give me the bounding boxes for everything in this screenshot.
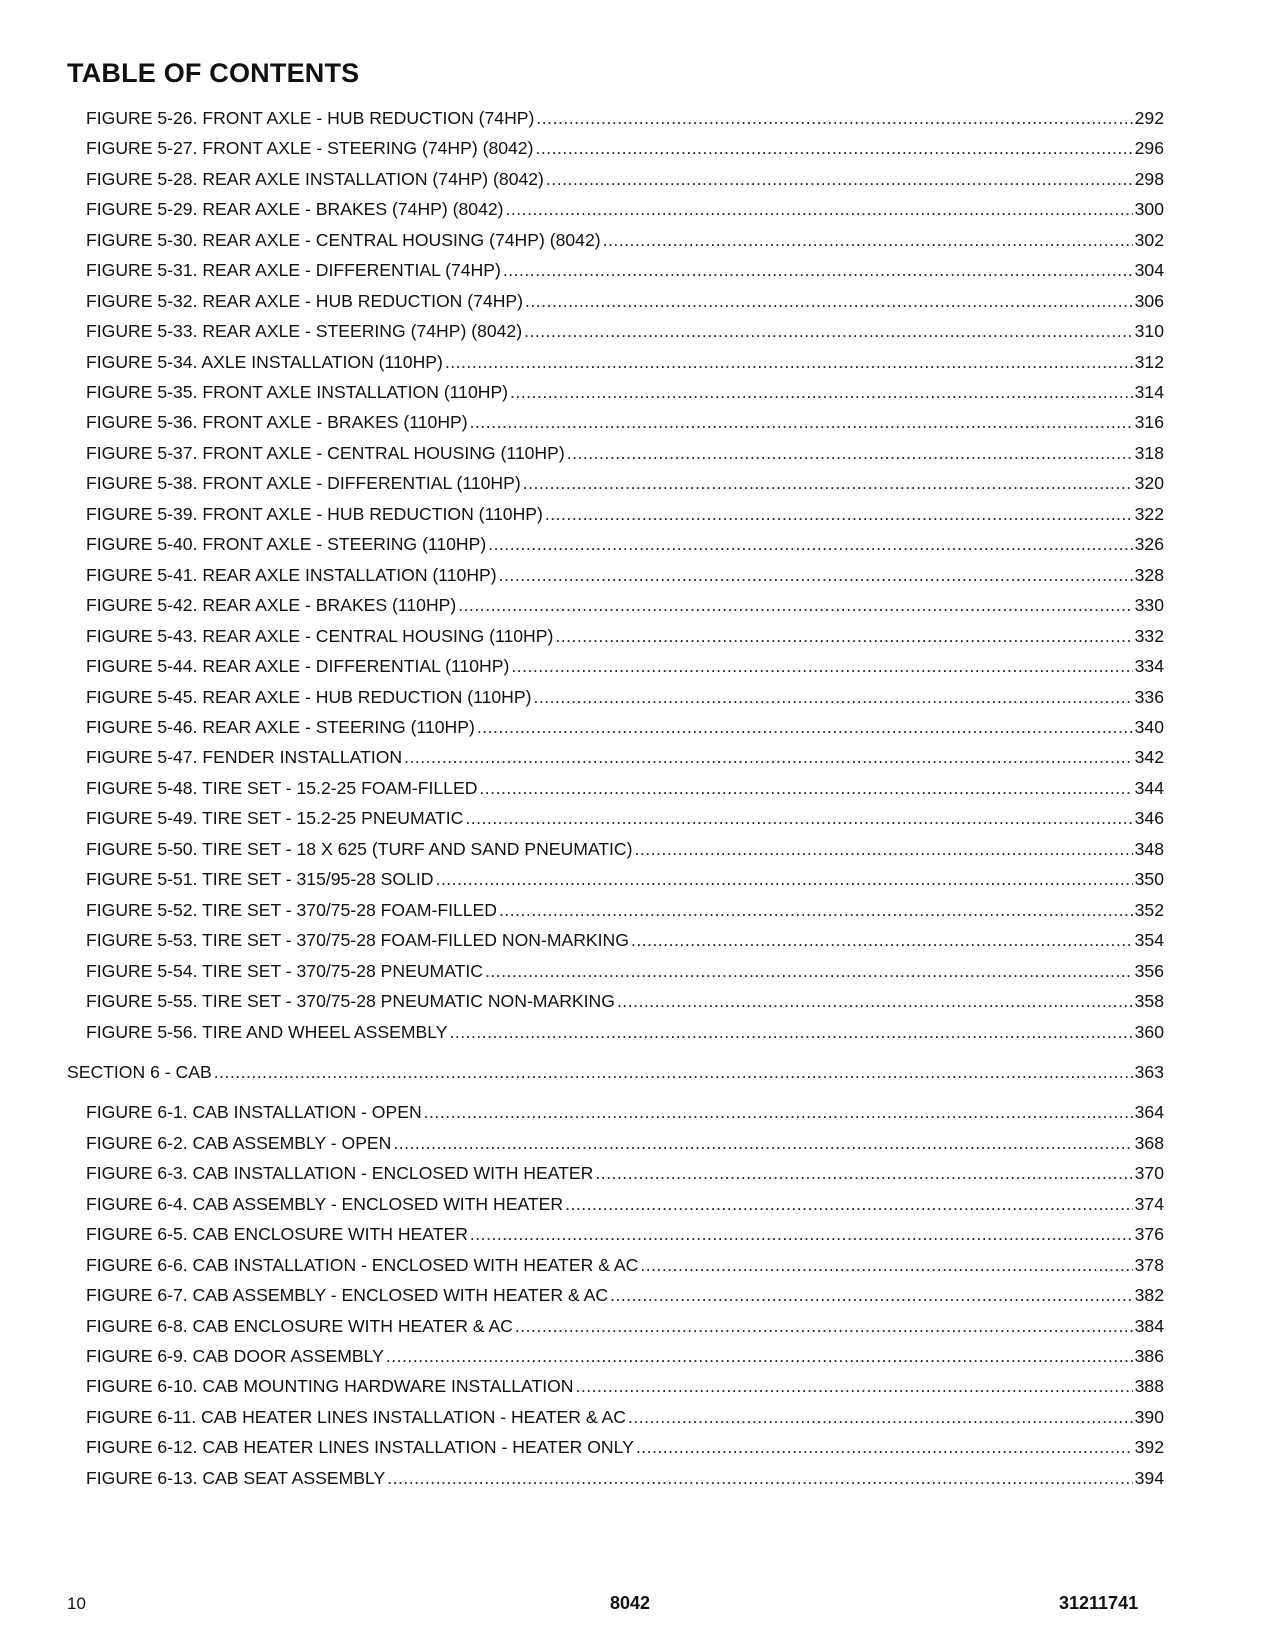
toc-entry-label: FIGURE 5-50. TIRE SET - 18 X 625 (TURF AND SAND PNEUMATIC) bbox=[86, 839, 633, 859]
dot-leader bbox=[610, 1284, 1133, 1306]
toc-entry-label: FIGURE 6-4. CAB ASSEMBLY - ENCLOSED WITH HEATER bbox=[86, 1194, 564, 1214]
dot-leader bbox=[510, 381, 1133, 403]
toc-figure-entry[interactable] bbox=[86, 686, 1164, 708]
toc-entry-label: FIGURE 6-13. CAB SEAT ASSEMBLY bbox=[86, 1468, 386, 1488]
dot-leader bbox=[546, 168, 1133, 190]
toc-entry-page: 306 bbox=[1134, 291, 1164, 311]
toc-entry-page: 300 bbox=[1134, 199, 1164, 219]
toc-entry-label: FIGURE 6-10. CAB MOUNTING HARDWARE INSTALLATION bbox=[86, 1376, 574, 1396]
toc-figure-entry[interactable] bbox=[86, 168, 1164, 190]
toc-entry-page: 296 bbox=[1134, 138, 1164, 158]
toc-entry-page: 314 bbox=[1134, 382, 1164, 402]
toc-entry-page: 346 bbox=[1134, 808, 1164, 828]
toc-entry-page: 390 bbox=[1134, 1407, 1164, 1427]
toc-entry-label: FIGURE 5-44. REAR AXLE - DIFFERENTIAL (110HP) bbox=[86, 656, 510, 676]
toc-entry-label: FIGURE 6-1. CAB INSTALLATION - OPEN bbox=[86, 1102, 422, 1122]
toc-figure-entry[interactable] bbox=[86, 1467, 1164, 1489]
toc-entry-page: 378 bbox=[1134, 1255, 1164, 1275]
toc-figure-entry[interactable] bbox=[86, 655, 1164, 677]
dot-leader bbox=[393, 1132, 1132, 1154]
toc-figure-entry[interactable] bbox=[86, 746, 1164, 768]
dot-leader bbox=[499, 899, 1133, 921]
toc-entry-page: 344 bbox=[1134, 778, 1164, 798]
toc-entry-label: FIGURE 5-33. REAR AXLE - STEERING (74HP) (8042) bbox=[86, 321, 523, 341]
toc-figure-entry[interactable] bbox=[86, 1345, 1164, 1367]
dot-leader bbox=[499, 564, 1133, 586]
toc-entry-page: 374 bbox=[1134, 1194, 1164, 1214]
toc-figure-entry[interactable] bbox=[86, 1162, 1164, 1184]
toc-entry-page: 342 bbox=[1134, 747, 1164, 767]
toc-figure-entry[interactable] bbox=[86, 1132, 1164, 1154]
toc-figure-entry[interactable] bbox=[86, 1254, 1164, 1276]
toc-entry-page: 316 bbox=[1134, 412, 1164, 432]
toc-figure-entry[interactable] bbox=[86, 107, 1164, 129]
toc-entry-label: FIGURE 6-2. CAB ASSEMBLY - OPEN bbox=[86, 1133, 392, 1153]
toc-entry-label: FIGURE 5-48. TIRE SET - 15.2-25 FOAM-FILLED bbox=[86, 778, 478, 798]
dot-leader bbox=[565, 1193, 1133, 1215]
toc-entry-page: 334 bbox=[1134, 656, 1164, 676]
toc-entry-page: 364 bbox=[1134, 1102, 1164, 1122]
toc-entry-label: FIGURE 5-51. TIRE SET - 315/95-28 SOLID bbox=[86, 869, 434, 889]
dot-leader bbox=[628, 1406, 1133, 1428]
toc-entry-label: FIGURE 5-30. REAR AXLE - CENTRAL HOUSING (74HP) (8042) bbox=[86, 230, 601, 250]
toc-figure-entry[interactable] bbox=[86, 838, 1164, 860]
dot-leader bbox=[449, 1021, 1132, 1043]
dot-leader bbox=[387, 1467, 1132, 1489]
dot-leader bbox=[458, 594, 1132, 616]
toc-entry-page: 356 bbox=[1134, 961, 1164, 981]
toc-entry-page: 336 bbox=[1134, 687, 1164, 707]
dot-leader bbox=[523, 472, 1133, 494]
toc-figure-entry[interactable] bbox=[86, 472, 1164, 494]
toc-figure-entry[interactable] bbox=[86, 777, 1164, 799]
toc-entry-page: 382 bbox=[1134, 1285, 1164, 1305]
dot-leader bbox=[603, 229, 1133, 251]
dot-leader bbox=[525, 290, 1133, 312]
dot-leader bbox=[535, 137, 1132, 159]
toc-figure-entry[interactable] bbox=[86, 1406, 1164, 1428]
dot-leader bbox=[445, 351, 1133, 373]
toc-entry-label: FIGURE 5-53. TIRE SET - 370/75-28 FOAM-FILLED NON-MARKING bbox=[86, 930, 629, 950]
toc-entry-label: FIGURE 5-52. TIRE SET - 370/75-28 FOAM-FILLED bbox=[86, 900, 497, 920]
toc-entry-page: 392 bbox=[1134, 1437, 1164, 1457]
page-title: TABLE OF CONTENTS bbox=[67, 58, 360, 88]
dot-leader bbox=[533, 686, 1132, 708]
toc-figure-entry[interactable] bbox=[86, 198, 1164, 220]
toc-entry-label: FIGURE 6-9. CAB DOOR ASSEMBLY bbox=[86, 1346, 384, 1366]
toc-entry-label: FIGURE 6-8. CAB ENCLOSURE WITH HEATER & AC bbox=[86, 1316, 513, 1336]
dot-leader bbox=[536, 107, 1132, 129]
toc-entry-label: FIGURE 5-35. FRONT AXLE INSTALLATION (110HP) bbox=[86, 382, 509, 402]
toc-entry-label: FIGURE 5-37. FRONT AXLE - CENTRAL HOUSING (110HP) bbox=[86, 443, 565, 463]
dot-leader bbox=[488, 533, 1132, 555]
dot-leader bbox=[435, 868, 1132, 890]
toc-figure-entry[interactable] bbox=[86, 960, 1164, 982]
toc-entry-label: FIGURE 5-34. AXLE INSTALLATION (110HP) bbox=[86, 352, 443, 372]
toc-figure-entry[interactable] bbox=[86, 990, 1164, 1012]
toc-entry-page: 348 bbox=[1134, 839, 1164, 859]
toc-entry-label: FIGURE 5-43. REAR AXLE - CENTRAL HOUSING (110HP) bbox=[86, 626, 554, 646]
toc-entry-label: FIGURE 5-49. TIRE SET - 15.2-25 PNEUMATIC bbox=[86, 808, 464, 828]
dot-leader bbox=[555, 625, 1132, 647]
dot-leader bbox=[595, 1162, 1132, 1184]
dot-leader bbox=[506, 198, 1133, 220]
toc-entry-page: 350 bbox=[1134, 869, 1164, 889]
toc-figure-entry[interactable] bbox=[86, 868, 1164, 890]
toc-figure-entry[interactable] bbox=[86, 716, 1164, 738]
toc-entry-label: FIGURE 5-47. FENDER INSTALLATION bbox=[86, 747, 403, 767]
toc-entry-page: 320 bbox=[1134, 473, 1164, 493]
toc-entry-page: 318 bbox=[1134, 443, 1164, 463]
footer-model: 8042 bbox=[610, 1593, 651, 1613]
toc-figure-entry[interactable] bbox=[86, 229, 1164, 251]
toc-entry-page: 388 bbox=[1134, 1376, 1164, 1396]
toc-entry-page: 358 bbox=[1134, 991, 1164, 1011]
toc-entry-page: 326 bbox=[1134, 534, 1164, 554]
dot-leader bbox=[635, 838, 1133, 860]
toc-entry-label: FIGURE 5-56. TIRE AND WHEEL ASSEMBLY bbox=[86, 1022, 448, 1042]
toc-entry-page: 340 bbox=[1134, 717, 1164, 737]
toc-figure-entry[interactable] bbox=[86, 503, 1164, 525]
dot-leader bbox=[479, 777, 1132, 799]
dot-leader bbox=[424, 1101, 1133, 1123]
toc-entry-page: 322 bbox=[1134, 504, 1164, 524]
toc-figure-entry[interactable] bbox=[86, 442, 1164, 464]
toc-figure-entry[interactable] bbox=[86, 381, 1164, 403]
dot-leader bbox=[485, 960, 1133, 982]
toc-entry-label: FIGURE 6-11. CAB HEATER LINES INSTALLATION - HEATER & AC bbox=[86, 1407, 626, 1427]
dot-leader bbox=[404, 746, 1133, 768]
toc-entry-page: 354 bbox=[1134, 930, 1164, 950]
toc-entry-label: FIGURE 5-31. REAR AXLE - DIFFERENTIAL (74HP) bbox=[86, 260, 501, 280]
dot-leader bbox=[465, 807, 1132, 829]
dot-leader bbox=[575, 1375, 1132, 1397]
toc-entry-label: FIGURE 6-12. CAB HEATER LINES INSTALLATION - HEATER ONLY bbox=[86, 1437, 634, 1457]
dot-leader bbox=[214, 1061, 1133, 1083]
toc-entry-label: FIGURE 5-40. FRONT AXLE - STEERING (110HP) bbox=[86, 534, 487, 554]
toc-figure-entry[interactable] bbox=[86, 259, 1164, 281]
toc-figure-entry[interactable] bbox=[86, 533, 1164, 555]
toc-figure-entry[interactable] bbox=[86, 899, 1164, 921]
toc-entry-label: FIGURE 5-38. FRONT AXLE - DIFFERENTIAL (110HP) bbox=[86, 473, 521, 493]
toc-entry-label: FIGURE 5-28. REAR AXLE INSTALLATION (74HP) (8042) bbox=[86, 169, 544, 189]
toc-entry-page: 352 bbox=[1134, 900, 1164, 920]
toc-figure-entry[interactable] bbox=[86, 1284, 1164, 1306]
toc-entry-page: 292 bbox=[1134, 108, 1164, 128]
dot-leader bbox=[470, 1223, 1133, 1245]
toc-figure-entry[interactable] bbox=[86, 320, 1164, 342]
toc-figure-entry[interactable] bbox=[86, 1223, 1164, 1245]
toc-entry-page: 332 bbox=[1134, 626, 1164, 646]
toc-section-entry[interactable] bbox=[67, 1061, 1164, 1083]
dot-leader bbox=[631, 929, 1133, 951]
toc-entry-label: FIGURE 5-26. FRONT AXLE - HUB REDUCTION (74HP) bbox=[86, 108, 535, 128]
toc-entry-label: FIGURE 6-5. CAB ENCLOSURE WITH HEATER bbox=[86, 1224, 468, 1244]
toc-figure-entry[interactable] bbox=[86, 351, 1164, 373]
toc-entry-label: FIGURE 5-41. REAR AXLE INSTALLATION (110HP) bbox=[86, 565, 497, 585]
dot-leader bbox=[503, 259, 1133, 281]
toc-entry-page: 302 bbox=[1134, 230, 1164, 250]
toc-figure-entry[interactable] bbox=[86, 137, 1164, 159]
dot-leader bbox=[636, 1436, 1133, 1458]
dot-leader bbox=[470, 411, 1133, 433]
toc-entry-label: FIGURE 5-27. FRONT AXLE - STEERING (74HP) (8042) bbox=[86, 138, 534, 158]
toc-figure-entry[interactable] bbox=[86, 1315, 1164, 1337]
toc-entry-label: FIGURE 5-39. FRONT AXLE - HUB REDUCTION (110HP) bbox=[86, 504, 543, 524]
toc-entry-label: FIGURE 5-29. REAR AXLE - BRAKES (74HP) (8042) bbox=[86, 199, 504, 219]
toc-figure-entry[interactable] bbox=[86, 290, 1164, 312]
toc-entry-label: FIGURE 5-55. TIRE SET - 370/75-28 PNEUMATIC NON-MARKING bbox=[86, 991, 615, 1011]
dot-leader bbox=[545, 503, 1133, 525]
toc-entry-page: 376 bbox=[1134, 1224, 1164, 1244]
footer-page-number: 10 bbox=[67, 1594, 86, 1613]
toc-entry-label: FIGURE 5-32. REAR AXLE - HUB REDUCTION (74HP) bbox=[86, 291, 523, 311]
toc-figure-entry[interactable] bbox=[86, 1021, 1164, 1043]
dot-leader bbox=[640, 1254, 1132, 1276]
toc-figure-entry[interactable] bbox=[86, 411, 1164, 433]
toc-entry-label: FIGURE 5-46. REAR AXLE - STEERING (110HP) bbox=[86, 717, 475, 737]
footer-doc-number: 31211741 bbox=[1059, 1593, 1139, 1613]
toc-figure-entry[interactable] bbox=[86, 625, 1164, 647]
dot-leader bbox=[511, 655, 1132, 677]
toc-entry-page: 330 bbox=[1134, 595, 1164, 615]
toc-entry-label: FIGURE 6-7. CAB ASSEMBLY - ENCLOSED WITH HEATER & AC bbox=[86, 1285, 609, 1305]
toc-entry-page: 360 bbox=[1134, 1022, 1164, 1042]
toc-entry-page: 386 bbox=[1134, 1346, 1164, 1366]
toc-entry-page: 384 bbox=[1134, 1316, 1164, 1336]
dot-leader bbox=[617, 990, 1133, 1012]
toc-entry-label: FIGURE 5-42. REAR AXLE - BRAKES (110HP) bbox=[86, 595, 457, 615]
toc-figure-entry[interactable] bbox=[86, 807, 1164, 829]
toc-entry-label: SECTION 6 - CAB bbox=[67, 1062, 212, 1082]
toc-figure-entry[interactable] bbox=[86, 564, 1164, 586]
toc-entry-page: 394 bbox=[1134, 1468, 1164, 1488]
toc-entry-page: 368 bbox=[1134, 1133, 1164, 1153]
toc-figure-entry[interactable] bbox=[86, 1101, 1164, 1123]
dot-leader bbox=[515, 1315, 1133, 1337]
toc-entry-label: FIGURE 6-3. CAB INSTALLATION - ENCLOSED WITH HEATER bbox=[86, 1163, 594, 1183]
dot-leader bbox=[386, 1345, 1133, 1367]
dot-leader bbox=[477, 716, 1133, 738]
toc-entry-page: 328 bbox=[1134, 565, 1164, 585]
toc-entry-page: 363 bbox=[1134, 1062, 1164, 1082]
toc-figure-entry[interactable] bbox=[86, 1193, 1164, 1215]
toc-figure-entry[interactable] bbox=[86, 1375, 1164, 1397]
dot-leader bbox=[524, 320, 1133, 342]
toc-entry-page: 298 bbox=[1134, 169, 1164, 189]
toc-entry-label: FIGURE 5-54. TIRE SET - 370/75-28 PNEUMATIC bbox=[86, 961, 483, 981]
toc-figure-entry[interactable] bbox=[86, 594, 1164, 616]
toc-entry-page: 312 bbox=[1134, 352, 1164, 372]
toc-entry-page: 310 bbox=[1134, 321, 1164, 341]
toc-entry-label: FIGURE 5-45. REAR AXLE - HUB REDUCTION (110HP) bbox=[86, 687, 532, 707]
dot-leader bbox=[567, 442, 1133, 464]
toc-figure-entry[interactable] bbox=[86, 1436, 1164, 1458]
toc-entry-label: FIGURE 5-36. FRONT AXLE - BRAKES (110HP) bbox=[86, 412, 468, 432]
toc-entry-page: 304 bbox=[1134, 260, 1164, 280]
toc-figure-entry[interactable] bbox=[86, 929, 1164, 951]
toc-entry-label: FIGURE 6-6. CAB INSTALLATION - ENCLOSED WITH HEATER & AC bbox=[86, 1255, 639, 1275]
toc-entry-page: 370 bbox=[1134, 1163, 1164, 1183]
